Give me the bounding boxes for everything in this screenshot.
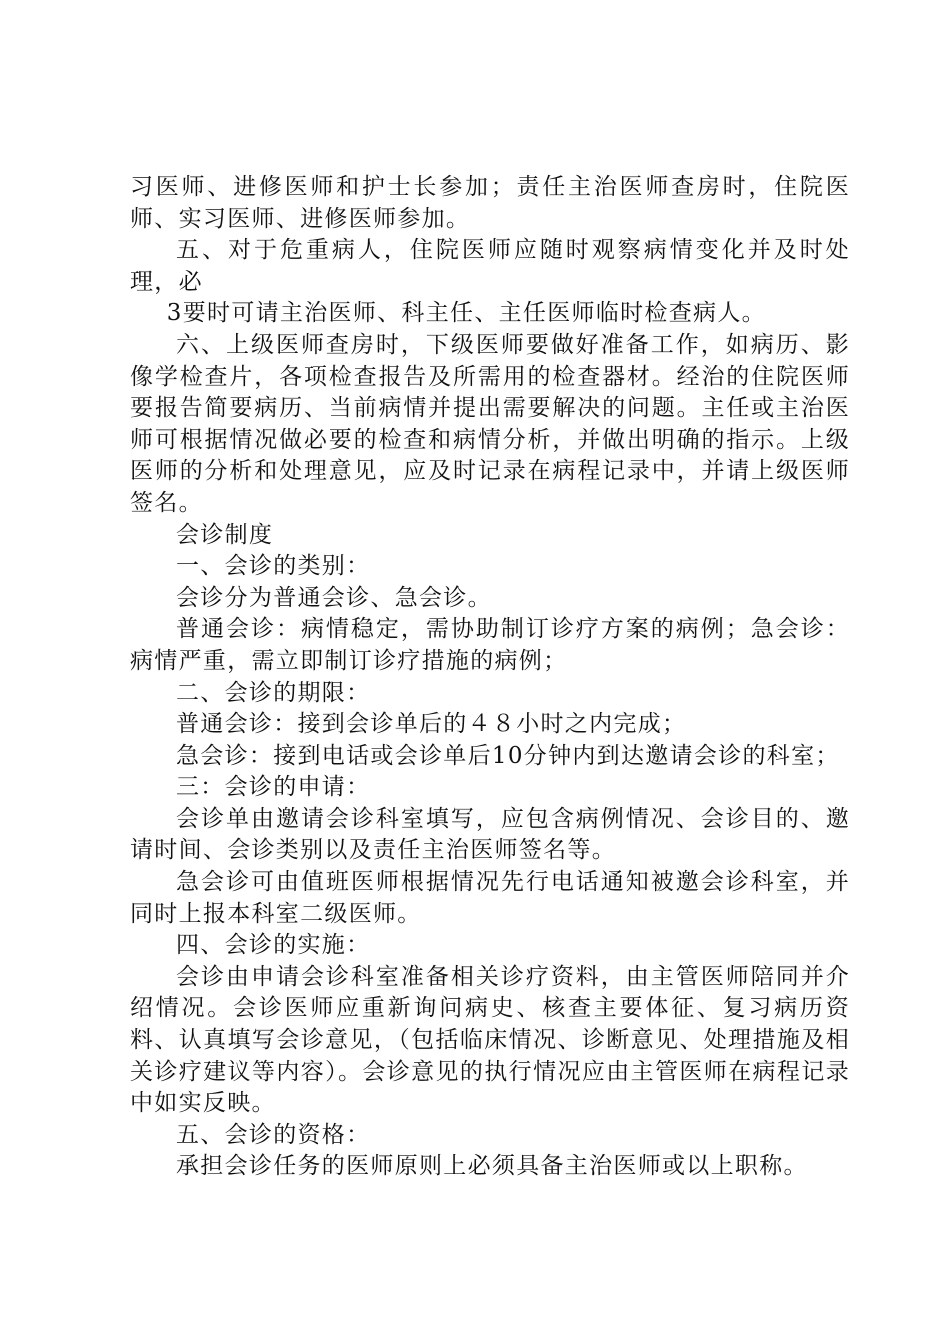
paragraph-qualification: 承担会诊任务的医师原则上必须具备主治医师或以上职称。	[176, 1153, 808, 1180]
heading-consultation-types: 一、会诊的类别：	[176, 553, 371, 580]
paragraph-consultation-definitions: 普通会诊：病情稳定，需协助制订诊疗方案的病例；急会诊：病情严重，需立即制订诊疗措施的病例；	[130, 616, 850, 674]
heading-consultation-deadline: 二、会诊的期限：	[176, 679, 371, 706]
paragraph-critical-patients: 五、对于危重病人，住院医师应随时观察病情变化并及时处理，必	[130, 237, 850, 295]
paragraph-implementation: 会诊由申请会诊科室准备相关诊疗资料，由主管医师陪同并介绍情况。会诊医师应重新询问病史、核查主要体征、复习病历资料、认真填写会诊意见，（包括临床情况、诊断意见、处理措施及相关诊疗建议等内容）。会诊意见的执行情况应由主管医师在病程记录中如实反映。	[130, 963, 850, 1117]
paragraph-normal-deadline: 普通会诊：接到会诊单后的４８小时之内完成；	[176, 711, 687, 738]
paragraph-critical-patients-continued: 3要时可请主治医师、科主任、主任医师临时检查病人。	[166, 300, 766, 327]
paragraph-urgent-notification: 急会诊可由值班医师根据情况先行电话通知被邀会诊科室，并同时上报本科室二级医师。	[130, 869, 850, 927]
paragraph-consultation-types: 会诊分为普通会诊、急会诊。	[176, 584, 492, 611]
document-page	[130, 172, 850, 1183]
paragraph-application-form: 会诊单由邀请会诊科室填写，应包含病例情况、会诊目的、邀请时间、会诊类别以及责任主治医师签名等。	[130, 805, 850, 864]
section-heading-consultation-system: 会诊制度	[176, 521, 274, 548]
paragraph-urgent-deadline: 急会诊：接到电话或会诊单后10分钟内到达邀请会诊的科室；	[176, 742, 840, 769]
heading-consultation-application: 三：会诊的申请：	[176, 774, 371, 801]
paragraph-ward-round-participants: 习医师、进修医师和护士长参加；责任主治医师查房时，住院医师、实习医师、进修医师参加。	[130, 174, 850, 232]
paragraph-senior-ward-round: 六、上级医师查房时，下级医师要做好准备工作，如病历、影像学检查片，各项检查报告及所需用的检查器材。经治的住院医师要报告简要病历、当前病情并提出需要解决的问题。主任或主治医师可根据情况做必要的检查和病情分析，并做出明确的指示。上级医师的分析和处理意见，应及时记录在病程记录中，并请上级医师签名。	[130, 331, 850, 516]
heading-consultation-qualification: 五、会诊的资格：	[176, 1121, 371, 1148]
heading-consultation-implementation: 四、会诊的实施：	[176, 932, 371, 959]
